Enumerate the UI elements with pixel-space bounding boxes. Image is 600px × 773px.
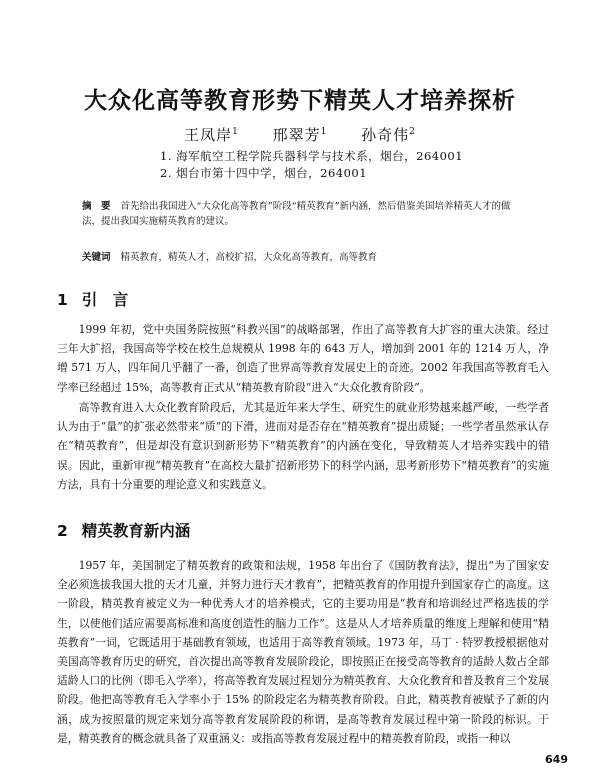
section-heading-introduction	[57, 288, 128, 310]
keywords-text: 精英教育，精英人才，高校扩招，大众化高等教育，高等教育	[120, 252, 378, 263]
paper-title: 大众化高等教育形势下精英人才培养探析	[84, 88, 516, 114]
affiliation-1: 1. 海军航空工程学院兵器科学与技术系，烟台，264001	[160, 149, 464, 163]
affiliation-2: 2. 烟台市第十四中学，烟台，264001	[160, 166, 368, 180]
abstract-text: 首先给出我国进入“大众化高等教育”阶段“精英教育”新内涵，然后借鉴美国培养精英人才的做法，提出我国实施精英教育的建议。	[82, 201, 511, 227]
author-2	[273, 126, 328, 144]
section-title: 引 言	[81, 291, 129, 309]
keywords-label: 关键词	[82, 252, 111, 263]
author-3	[361, 126, 416, 144]
affiliation-mark: 2	[409, 127, 416, 137]
paragraph: 高等教育进入大众化教育阶段后，尤其是近年来大学生、研究生的就业形势越来越严峻，一些学者认为由于“量”的扩张必然带来“质”的下滑，进而对是否存在“精英教育”提出质疑；一些学者虽然承认存在“精英教育”，但是却没有意识到新形势下“精英教育”的内涵在变化，导致精英人才培养实践中的错误。因此，重新审视“精英教育”在高校大量扩招新形势下的科学内涵，思考新形势下“精英教育”的实施方法，具有十分重要的理论意义和实践意义。	[57, 401, 549, 491]
section-number: 1	[57, 291, 68, 309]
author-list	[0, 124, 600, 145]
page-number: 649	[545, 753, 568, 766]
keywords	[82, 250, 527, 265]
affiliation-mark: 1	[320, 127, 328, 137]
affiliation-mark: 1	[232, 127, 239, 137]
abstract	[82, 199, 527, 229]
author-name: 邢翠芳	[272, 126, 321, 144]
abstract-label: 摘 要	[82, 201, 111, 212]
section-title: 精英教育新内涵	[81, 522, 191, 540]
author-name: 王凤岸	[184, 126, 233, 144]
paragraph: 1999 年初，党中央国务院按照“科教兴国”的战略部署，作出了高等教育大扩容的重大决策。经过三年大扩招，我国高等学校在校生总规模从 1998 年的 643 万人，增加到 2001 年的 1214 万人，净增 571 万人，四年间几乎翻了一番，创造了世界高等教育发展史上的奇迹。2002 年我国高等教育毛入学率已经超过 15%，高等教育正式从“精英教育阶段”进入“大众化教育阶段”。	[57, 323, 549, 394]
author-name: 孙奇伟	[361, 126, 410, 144]
section-heading-new-connotation	[57, 519, 190, 541]
section-number: 2	[57, 522, 68, 540]
paragraph: 1957 年，美国制定了精英教育的政策和法规，1958 年出台了《国防教育法》，提出“为了国家安全必须选拔我国大批的天才儿童，并努力进行天才教育”，把精英教育的作用提升到国家存亡的高度。这一阶段，精英教育被定义为一种优秀人才的培养模式，它的主要功用是“教育和培训经过严格选拔的学生，以使他们适应需要高标准和高度创造性的脑力工作”。这是从人才培养质量的维度上理解和使用“精英教育”一词，它既适用于基础教育领域，也适用于高等教育领域。1973 年，马丁 · 特罗教授根据他对美国高等教育历史的研究，首次提出高等教育发展阶段论，即按照正在接受高等教育的适龄人数占全部适龄人口的比例（即毛入学率），将高等教育发展过程划分为精英教育、大众化教育和普及教育三个发展阶段。他把高等教育毛入学率小于 15% 的阶段定名为精英教育阶段。自此，精英教育被赋予了新的内涵，成为按照量的规定来划分高等教育发展阶段的称谓，是高等教育发展过程中第一阶段的标识。于是，精英教育的概念就具备了双重涵义：或指高等教育发展过程中的精英教育阶段，或指一种以	[57, 559, 549, 745]
author-1	[184, 126, 239, 144]
